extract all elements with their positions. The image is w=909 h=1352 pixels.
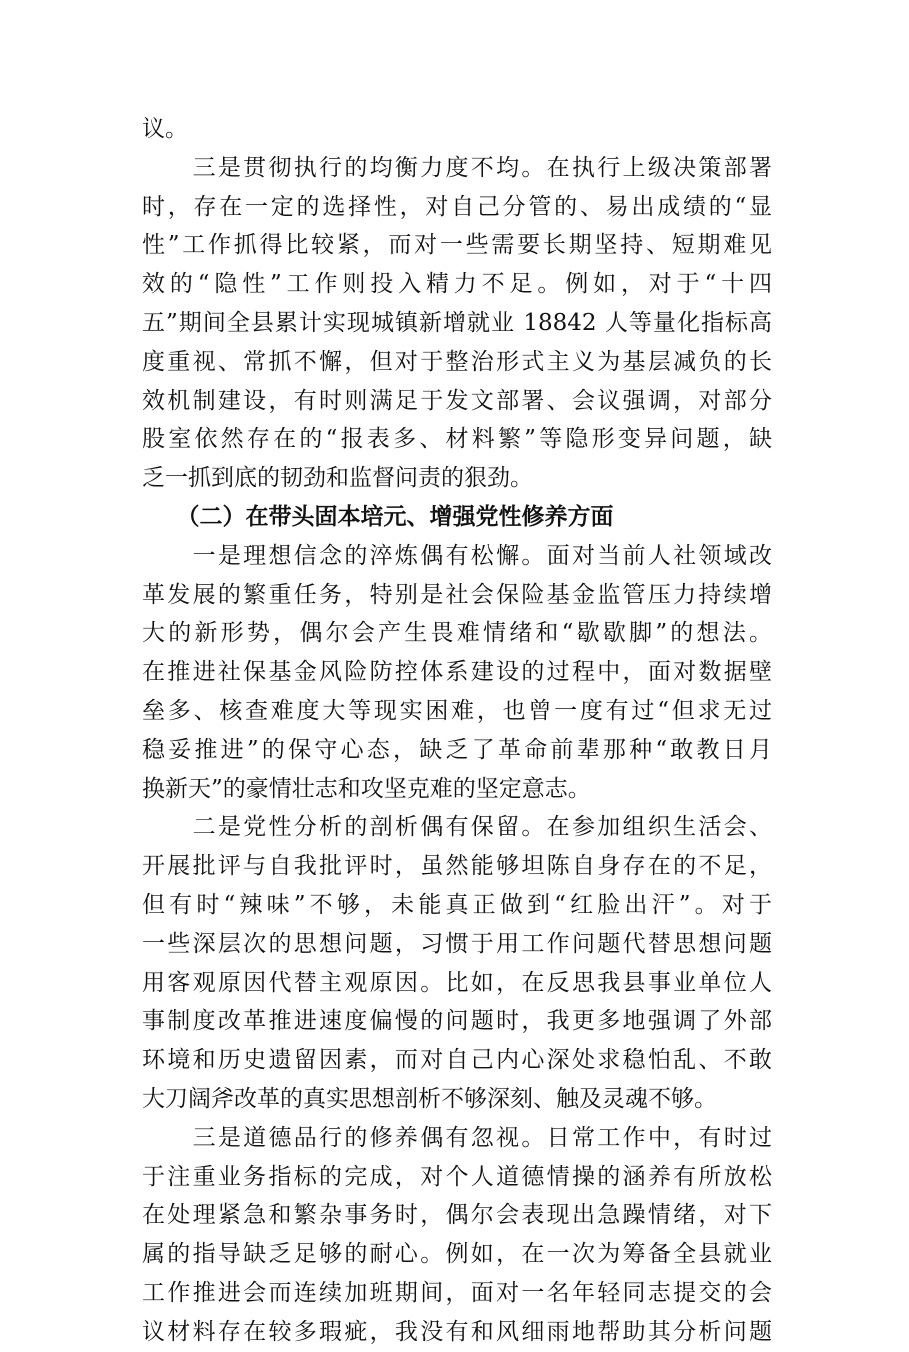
text-line: 三是贯彻执行的均衡力度不均。在执行上级决策部署 [142, 154, 772, 181]
text-line: 大的新形势，偶尔会产生畏难情绪和“歇歇脚”的想法。 [142, 620, 772, 647]
text-line: 时，存在一定的选择性，对自己分管的、易出成绩的“显 [142, 193, 772, 220]
text-line: 议。 [142, 116, 188, 142]
text-line: 开展批评与自我批评时，虽然能够坦陈自身存在的不足， [142, 853, 772, 880]
text-line: 度重视、常抓不懈，但对于整治形式主义为基层减负的长 [142, 348, 772, 375]
document-body [142, 110, 772, 1352]
text-line: 效的“隐性”工作则投入精力不足。例如，对于“十四 [142, 271, 772, 298]
text-line: 效机制建设，有时则满足于发文部署、会议强调，对部分 [142, 387, 772, 414]
text-line: 换新天”的豪情壮志和攻坚克难的坚定意志。 [142, 775, 591, 802]
text-line: 一些深层次的思想问题，习惯于用工作问题代替思想问题 [142, 930, 772, 957]
section-heading: （二）在带头固本培元、增强党性修养方面 [142, 502, 614, 530]
text-line: 于注重业务指标的完成，对个人道德情操的涵养有所放松 [142, 1163, 772, 1190]
text-line: 用客观原因代替主观原因。比如，在反思我县事业单位人 [142, 969, 772, 996]
text-line: 五”期间全县累计实现城镇新增就业 18842 人等量化指标高 [142, 309, 772, 336]
text-line: 一是理想信念的淬炼偶有松懈。面对当前人社领域改 [142, 542, 772, 569]
text-line: 在推进社保基金风险防控体系建设的过程中，面对数据壁 [142, 659, 772, 686]
text-line: 环境和历史遗留因素，而对自己内心深处求稳怕乱、不敢 [142, 1047, 772, 1074]
text-line: 股室依然存在的“报表多、材料繁”等隐形变异问题，缺 [142, 426, 772, 453]
text-line: 乏一抓到底的韧劲和监督问责的狠劲。 [142, 465, 533, 492]
text-line: 大刀阔斧改革的真实思想剖析不够深刻、触及灵魂不够。 [142, 1085, 717, 1112]
text-line: 革发展的繁重任务，特别是社会保险基金监管压力持续增 [142, 581, 772, 608]
text-line: 垒多、核查难度大等现实困难，也曾一度有过“但求无过 [142, 697, 772, 724]
text-line: 性”工作抓得比较紧，而对一些需要长期坚持、短期难见 [142, 232, 772, 259]
text-line: 二是党性分析的剖析偶有保留。在参加组织生活会、 [142, 814, 772, 841]
text-line: 三是道德品行的修养偶有忽视。日常工作中，有时过 [142, 1124, 772, 1151]
text-line: 工作推进会而连续加班期间，面对一名年轻同志提交的会 [142, 1279, 772, 1306]
text-line: 事制度改革推进速度偏慢的问题时，我更多地强调了外部 [142, 1008, 772, 1035]
text-line: 在处理紧急和繁杂事务时，偶尔会表现出急躁情绪，对下 [142, 1202, 772, 1229]
text-line: 稳妥推进”的保守心态，缺乏了革命前辈那种“敢教日月 [142, 736, 772, 763]
text-line: 议材料存在较多瑕疵，我没有和风细雨地帮助其分析问题 [142, 1318, 772, 1345]
text-line: 但有时“辣味”不够，未能真正做到“红脸出汗”。对于 [142, 891, 772, 918]
text-line: 属的指导缺乏足够的耐心。例如，在一次为筹备全县就业 [142, 1241, 772, 1268]
